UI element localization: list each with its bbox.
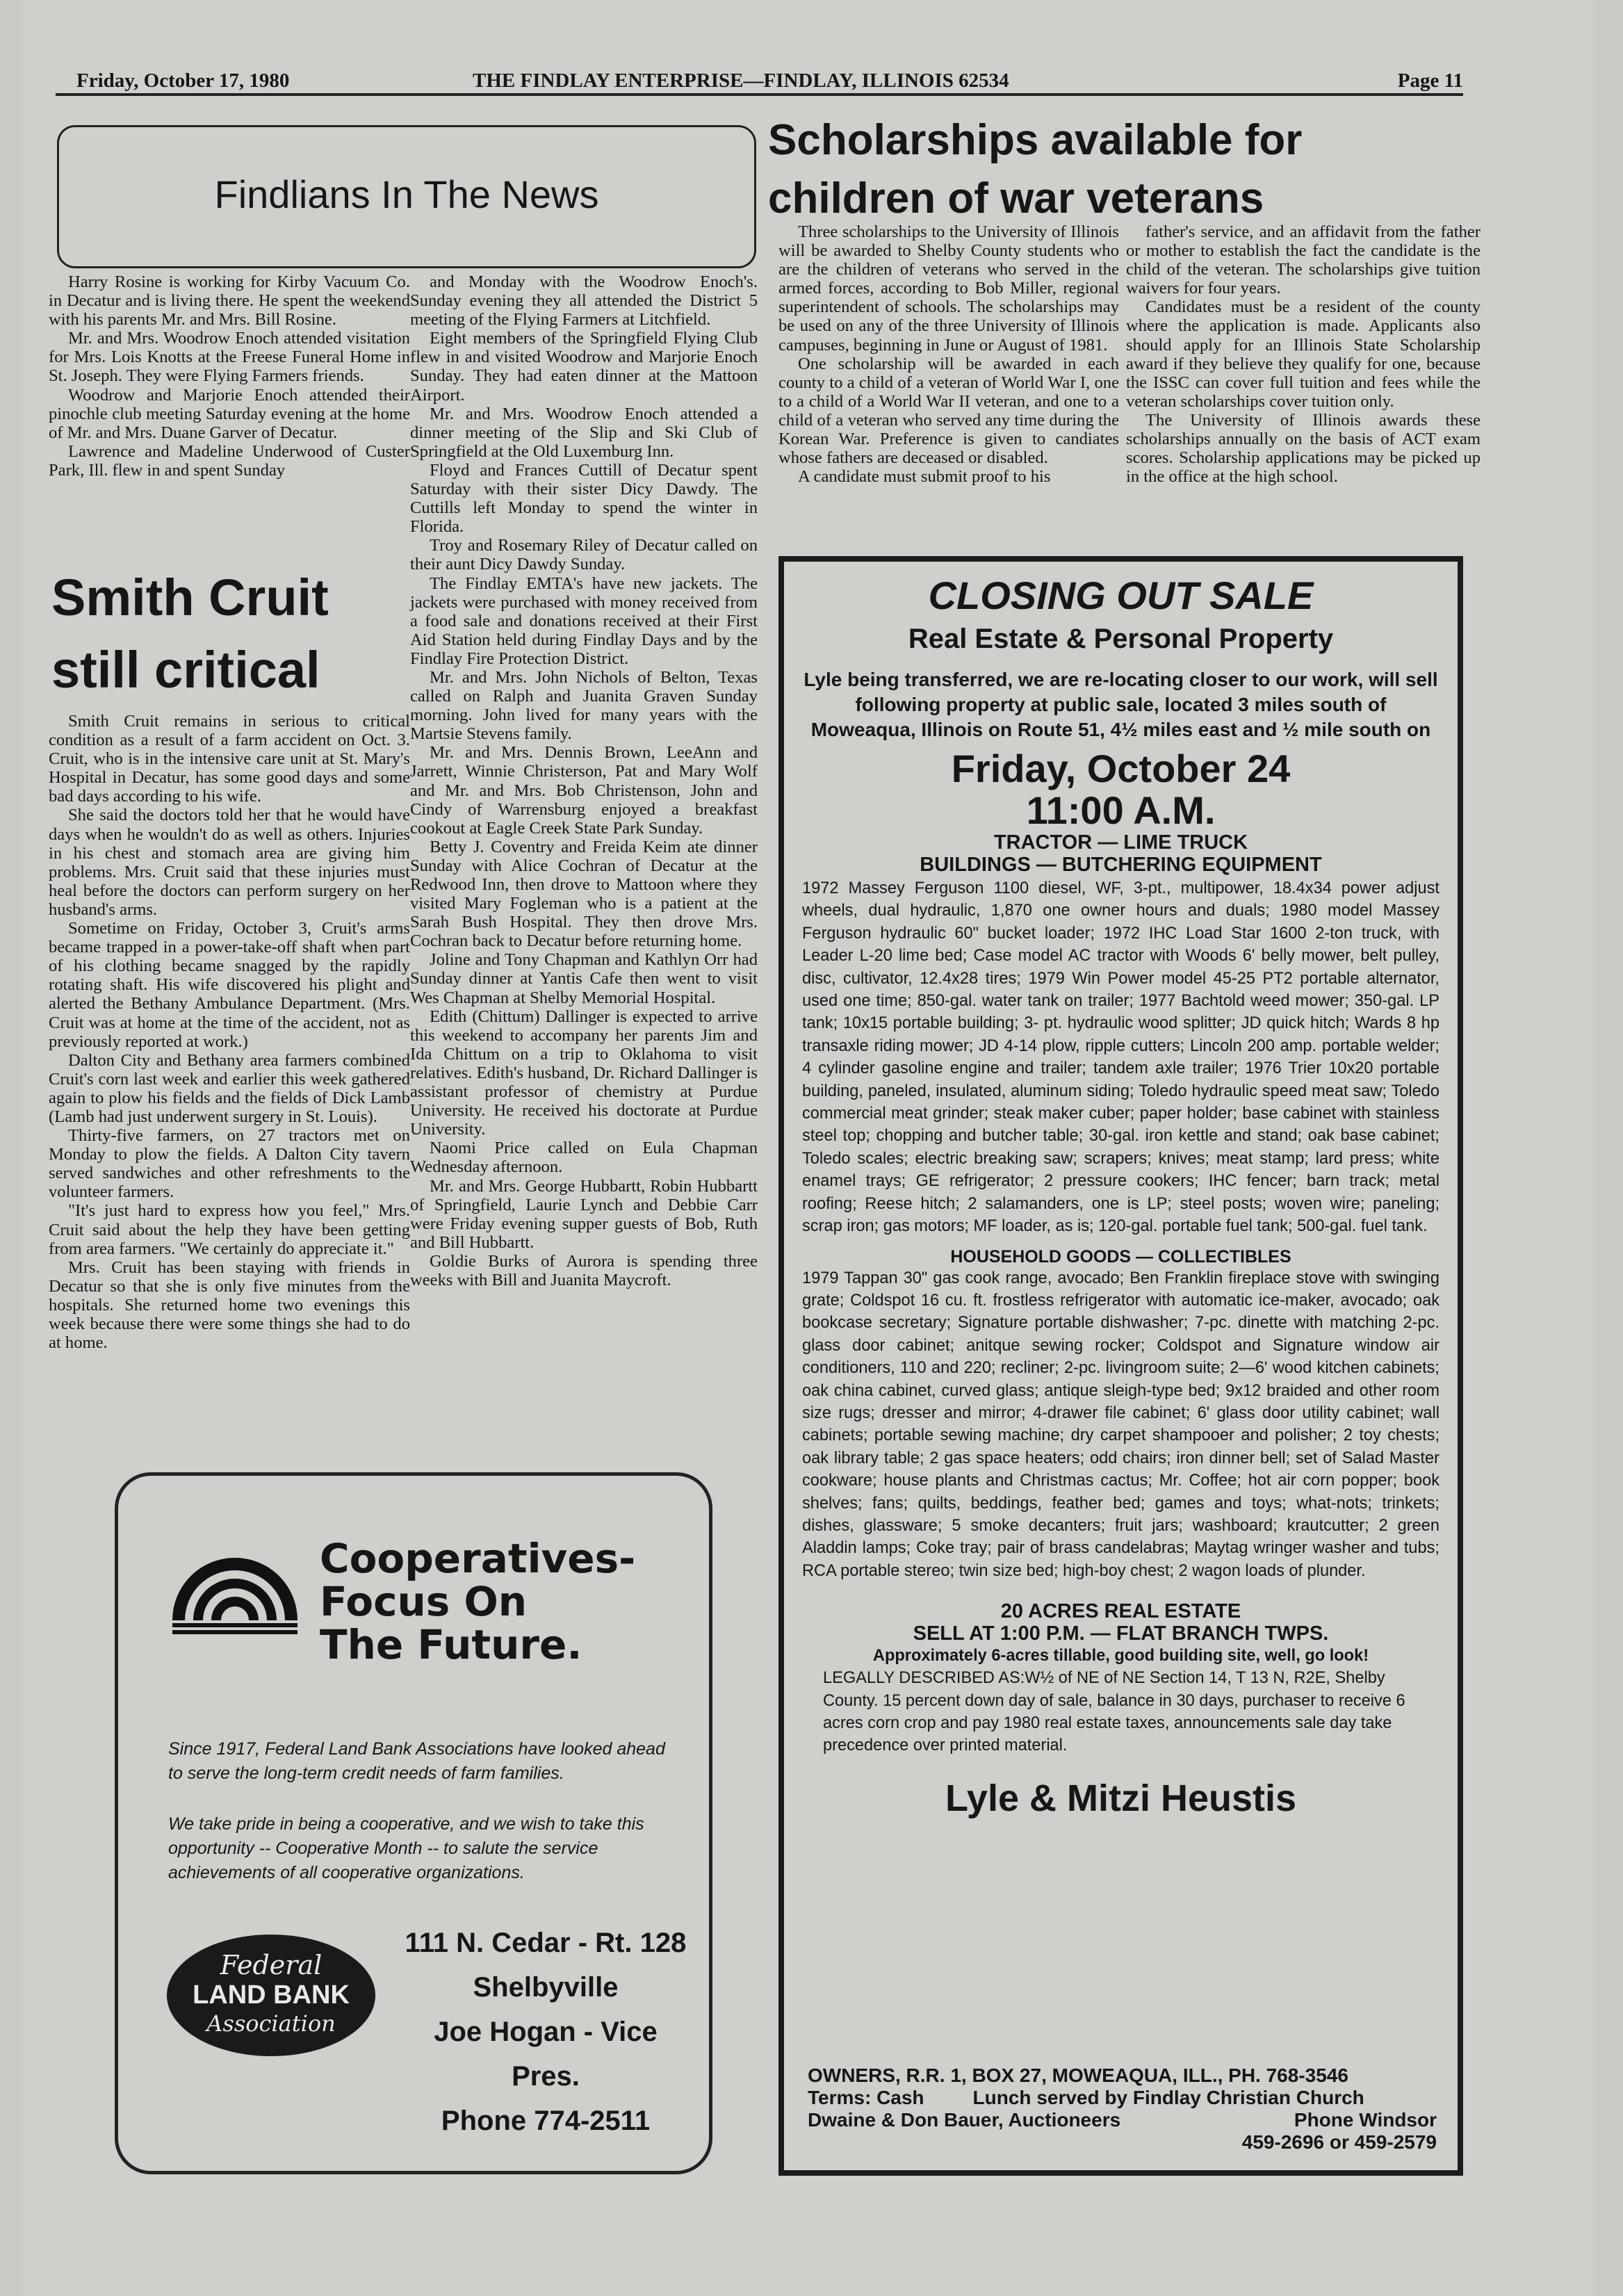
- news-paragraph: Troy and Rosemary Riley of Decatur called on their aunt Dicy Dawdy Sunday.: [410, 536, 758, 574]
- news-paragraph: Eight members of the Springfield Flying Club flew in and visited Woodrow and Marjorie Enoch Sunday. They had eaten dinner at the Mattoon Airport.: [410, 329, 758, 405]
- logo-federal: Federal: [220, 1950, 323, 1980]
- coop-slogan: [320, 1537, 635, 1666]
- scholarship-paragraph: A candidate must submit proof to his: [798, 467, 1051, 487]
- sale-heading-tractor: TRACTOR — LIME TRUCK: [993, 831, 1248, 854]
- sale-footer: [808, 2065, 1437, 2153]
- news-paragraph: and Monday with the Woodrow Enoch's. Sunday evening they all attended the District 5 meeting of the Flying Farmers at Litchfield.: [410, 272, 758, 329]
- land-bank-address: 111 N. Cedar - Rt. 128: [405, 1928, 687, 1958]
- scholarship-paragraph: The University of Illinois awards these scholarships annually on the basis of ACT exam scores. Scholarship applications may be picked up in the office at the high school.: [1126, 410, 1481, 487]
- sale-heading-household: HOUSEHOLD GOODS — COLLECTIBLES: [950, 1246, 1291, 1267]
- smith-paragraph: Sometime on Friday, October 3, Cruit's arms became trapped in a power-take-off shaft when part of his clothing became snagged by the rapidly rotating shaft. His wife discovered his plight and alerted the Bethany Ambulance Department. (Mrs. Cruit was at home at the time of the accident, not as previously reported at work.): [49, 919, 410, 1051]
- news-paragraph: Lawrence and Madeline Underwood of Custer Park, Ill. flew in and spent Sunday: [49, 441, 410, 480]
- news-paragraph: Harry Rosine is working for Kirby Vacuum Co. in Decatur and is living there. He spent the weekend with his parents Mr. and Mrs. Bill Rosine.: [49, 272, 410, 329]
- smith-article: [49, 712, 410, 1352]
- scholarship-paragraph: father's service, and an affidavit from the father or mother to establish the fact the candidate is the child of the veteran. The scholarships give tuition waivers for four years.: [1126, 222, 1481, 298]
- scholarship-paragraph: Three scholarships to the University of Illinois will be awarded to Shelby County students who are the children of veterans who served in the armed forces, according to Bob Miller, regional superintendent of schools. The scholarships may be used on any of the three University of Illinois campuses, beginning in June or August of 1981.: [778, 222, 1119, 355]
- closing-out-sale-ad: [778, 556, 1463, 2176]
- sale-heading-real-estate: 20 ACRES REAL ESTATE: [1000, 1600, 1241, 1623]
- header-page-number: Page 11: [1397, 70, 1463, 92]
- scholarship-headline-line1: Scholarships available for: [768, 116, 1303, 164]
- sale-equipment-list: 1972 Massey Ferguson 1100 diesel, WF, 3-pt., multipower, 18.4x34 power adjust wheels, dual hydraulic, 1,870 one owner hours and duals; 1980 model Massey Ferguson hydraulic 60" bucket loader; 1972 IHC Load Star 1600 2-ton truck, with Leader L-20 lime bed; Case model AC tractor with Woods 6' belly mower, belt pulley, disc, cultivator, 12.4x28 tires; 1979 Win Power model 45-25 PT2 portable alternator, used one time; 850-gal. water tank on trailer; 1977 Bachtold weed mower; 350-gal. LP tank; 10x15 portable building; 3- pt. hydraulic wood splitter; JD quick hitch; Wards 8 hp transaxle riding mower; JD 4-14 plow, ripple cutters; Lincoln 200 amp. portable welder; 4 cylinder gasoline engine and trailer; tandem axle trailer; 1976 Trier 10x20 portable building, paneled, insulated, aluminum siding; Toledo hydraulic speed meat saw; Toledo commercial meat grinder; steak maker cuber; paper holder; base cabinet with stainless steel top; chopping and butcher table; 30-gal. iron kettle and stand; oak base cabinet; Toledo scales; electric breaking saw; scrapers; knives; meat stamp; lard press; white enamel trays; GE refrigerator; 2 pressure cookers; IHC fencer; barn track; metal roofing; Reese hitch; 2 salamanders, one is LP; steel posts; woven wire; paneling; scrap iron; gas motors; MF loader, as is; 120-gal. portable fuel tank; 500-gal. fuel tank.: [802, 879, 1440, 1236]
- land-bank-ad: [115, 1472, 712, 2174]
- smith-paragraph: Mrs. Cruit has been staying with friends in Decatur so that she is only five minutes from the hospitals. She returned home two evenings this week because there were some things she had to do at home.: [49, 1257, 410, 1353]
- news-paragraph: Goldie Burks of Aurora is spending three weeks with Bill and Juanita Maycroft.: [410, 1251, 758, 1289]
- sale-intro: Lyle being transferred, we are re-locating closer to our work, will sell following property at public sale, located 3 miles south of Moweaqua, Illinois on Route 51, 4½ miles east and ½ mile south on: [804, 669, 1438, 740]
- scholarship-headline: [768, 111, 1435, 228]
- smith-paragraph: Thirty-five farmers, on 27 tractors met on Monday to plow the fields. A Dalton City tavern served sandwiches and other refreshments to the volunteer farmers.: [49, 1126, 410, 1202]
- logo-land-bank: LAND BANK: [193, 1980, 350, 2010]
- sale-real-estate-note: Approximately 6-acres tillable, good building site, well, go look!: [872, 1647, 1369, 1666]
- coop-slogan-line1: Cooperatives-: [320, 1535, 636, 1582]
- news-paragraph: Naomi Price called on Eula Chapman Wednesday afternoon.: [410, 1139, 758, 1177]
- scholarship-column-1: [778, 222, 1119, 486]
- news-title-box: [57, 125, 756, 268]
- smith-paragraph: She said the doctors told her that he would have days when he wouldn't do as well as others. Injuries in his chest and stomach area are giving him problems. Mrs. Cruit said that these injuries must heal before the doctors can perform surgery on her husband's arms.: [49, 806, 410, 919]
- logo-association: Association: [206, 2010, 336, 2037]
- sale-heading-sell-time: SELL AT 1:00 P.M. — FLAT BRANCH TWPS.: [913, 1622, 1329, 1645]
- news-paragraph: Woodrow and Marjorie Enoch attended their pinochle club meeting Saturday evening at the home of Mr. and Mrs. Duane Garver of Decatur.: [49, 385, 410, 442]
- sale-phone-numbers: 459-2696 or 459-2579: [1241, 2131, 1437, 2153]
- rainbow-logo-icon: [165, 1537, 304, 1634]
- land-bank-phone: Phone 774-2511: [441, 2106, 651, 2136]
- scholarship-column-2: [1126, 222, 1481, 486]
- land-bank-contact-person: Joe Hogan - Vice Pres.: [434, 2017, 658, 2092]
- sale-owner-address: OWNERS, R.R. 1, BOX 27, MOWEAQUA, ILL., PH. 768-3546: [808, 2065, 1348, 2086]
- coop-slogan-line3: The Future.: [320, 1621, 582, 1668]
- sale-terms: Terms: Cash: [808, 2087, 924, 2108]
- coop-text-1: Since 1917, Federal Land Bank Associations have looked ahead to serve the long-term credit needs of farm families.: [168, 1739, 665, 1783]
- coop-slogan-line2: Focus On: [320, 1578, 528, 1625]
- sale-phone-label: Phone Windsor: [1294, 2109, 1437, 2131]
- scholarship-headline-line2: children of war veterans: [768, 174, 1264, 222]
- sale-subtitle: Real Estate & Personal Property: [908, 624, 1334, 654]
- news-paragraph: Betty J. Coventry and Freida Keim ate dinner Sunday with Alice Cochran of Decatur at the Redwood Inn, then drove to Mattoon where they visited Mary Fogleman who is a patient at the Sarah Bush Hospital. They then drove Mrs. Cochran back to Decatur before returning home.: [410, 837, 758, 951]
- news-paragraph: Mr. and Mrs. Woodrow Enoch attended visitation for Mrs. Lois Knotts at the Freese Funeral Home in St. Joseph. They were Flying Farmers friends.: [49, 329, 410, 386]
- smith-headline-line2: still critical: [51, 641, 320, 699]
- news-paragraph: Edith (Chittum) Dallinger is expected to arrive this weekend to accompany her parents Jim and Ida Chittum on a trip to Oklahoma to visit relatives. Edith's husband, Dr. Richard Dallinger is assistant professor of chemistry at Purdue University. He received his doctorate at Purdue University.: [410, 1007, 758, 1139]
- news-title: Findlians In The News: [214, 172, 599, 216]
- smith-paragraph: Dalton City and Bethany area farmers combined Cruit's corn last week and earlier this week gathered again to plow his fields and the fields of Dick Lamb (Lamb had just underwent surgery in St. Louis).: [49, 1050, 410, 1126]
- news-paragraph: Floyd and Frances Cuttill of Decatur spent Saturday with their sister Dicy Dawdy. The Cuttills left Monday to spend the winter in Florida.: [410, 460, 758, 537]
- sale-heading-buildings: BUILDINGS — BUTCHERING EQUIPMENT: [920, 854, 1322, 876]
- land-bank-city: Shelbyville: [473, 1972, 619, 2003]
- news-column-1: [49, 272, 410, 480]
- sale-auctioneer-row: [808, 2109, 1437, 2131]
- news-paragraph: Joline and Tony Chapman and Kathlyn Orr had Sunday dinner at Yantis Cafe then went to visit Wes Chapman at Shelby Memorial Hospital.: [410, 950, 758, 1007]
- smith-headline: [51, 562, 413, 706]
- news-paragraph: Mr. and Mrs. Woodrow Enoch attended a dinner meeting of the Slip and Ski Club of Springfield at the Old Luxemburg Inn.: [410, 404, 758, 461]
- sale-title: CLOSING OUT SALE: [928, 573, 1314, 617]
- land-bank-contact: [396, 1921, 695, 2143]
- header-paper: THE FINDLAY ENTERPRISE—FINDLAY, ILLINOIS 62534: [473, 70, 1009, 92]
- page-header: [56, 67, 1463, 96]
- news-paragraph: Mr. and Mrs. Dennis Brown, LeeAnn and Jarrett, Winnie Christerson, Pat and Mary Wolf and Mr. and Mrs. Bob Christenson, John and Cindy of Warrensburg enjoyed a breakfast cookout at Eagle Creek State Park Sunday.: [410, 743, 758, 838]
- sale-terms-row: [808, 2087, 1437, 2109]
- sale-household-list: 1979 Tappan 30" gas cook range, avocado; Ben Franklin fireplace stove with swinging grate; Coldspot 16 cu. ft. frostless refrigerator with automatic ice-maker, avocado; oak bookcase secretary; Signature portable dishwasher; 7-pc. dinette with matching 2-pc. glass door cabinet; anitque sewing rocker; Coldspot and Signature window air conditioners, 110 and 220; recliner; 2-pc. livingroom suite; 2—6' wood kitchen cabinets; oak china cabinet, curved glass; antique sleigh-type bed; 9x12 braided and other room size rugs; dresser and mirror; 4-drawer file cabinet; 6' glass door utility cabinet; wall cabinets; portable sewing machine; dry carpet shampooer and polisher; 2 toy chests; oak library table; 2 gas space heaters; odd chairs; iron dinner bell; set of Salad Master cookware; house plants and Christmas cactus; Mr. Coffee; hot air corn popper; book shelves; fans; quilts, beddings, feather bed; games and toys; what-nots; trinkets; dishes, glassware; 5 smoke decanters; fruit jars; washboard; krautcutter; 2 green Aladdin lamps; Coke tray; pair of brass candelabras; Maytag wringer washer and tubs; RCA portable stereo; twin size bed; high-boy chest; 2 wagon loads of plunder.: [802, 1269, 1440, 1580]
- sale-owners-names: Lyle & Mitzi Heustis: [945, 1777, 1297, 1819]
- sale-time: 11:00 A.M.: [1026, 788, 1216, 832]
- sale-auctioneers: Dwaine & Don Bauer, Auctioneers: [808, 2109, 1121, 2131]
- sale-lunch: Lunch served by Findlay Christian Church: [972, 2087, 1364, 2108]
- coop-text-2: We take pride in being a cooperative, and we wish to take this opportunity -- Cooperative Month -- to salute the service achievements of all cooperative organizations.: [168, 1814, 644, 1882]
- scholarship-paragraph: One scholarship will be awarded in each county to a child of a veteran of World War I, one to a child of a World War II veteran, and one to a child of a veteran who served any time during the Korean War. Preference is given to candiates whose fathers are deceased or disabled.: [778, 354, 1119, 468]
- smith-paragraph: Smith Cruit remains in serious to critical condition as a result of a farm accident on Oct. 3. Cruit, who is in the intensive care unit at St. Mary's Hospital in Decatur, has some good days and some bad days according to his wife.: [49, 712, 410, 806]
- smith-headline-line1: Smith Cruit: [51, 569, 329, 626]
- sale-date: Friday, October 24: [951, 747, 1291, 790]
- sale-legal-description: LEGALLY DESCRIBED AS:W½ of NE of NE Section 14, T 13 N, R2E, Shelby County. 15 percent down day of sale, balance in 30 days, purchaser to receive 6 acres corn crop and pay 1980 real estate taxes, announcements sale day take precedence over printed material.: [823, 1669, 1405, 1755]
- news-paragraph: Mr. and Mrs. George Hubbartt, Robin Hubbartt of Springfield, Laurie Lynch and Debbie Carr were Friday evening supper guests of Bob, Ruth and Bill Hubbartt.: [410, 1176, 758, 1252]
- land-bank-logo: [167, 1935, 375, 2056]
- newspaper-page: [21, 0, 1595, 2296]
- news-paragraph: Mr. and Mrs. John Nichols of Belton, Texas called on Ralph and Juanita Graven Sunday morning. John lived for many years with the Martsie Stevens family.: [410, 667, 758, 744]
- scholarship-paragraph: Candidates must be a resident of the county where the application is made. Applicants also should apply for an Illinois State Scholarship award if they believe they qualify for one, because the ISSC can cover full tuition and fees while the veteran scholarships cover tuition only.: [1126, 298, 1481, 411]
- news-column-2: [410, 272, 758, 1289]
- smith-paragraph: "It's just hard to express how you feel," Mrs. Cruit said about the help they have been getting from area farmers. "We certainly do appreciate it.": [49, 1201, 410, 1258]
- news-paragraph: The Findlay EMTA's have new jackets. The jackets were purchased with money received from a food sale and donations received at their First Aid Station held during Findlay Days and by the Findlay Fire Protection District.: [410, 573, 758, 668]
- header-date: Friday, October 17, 1980: [76, 70, 290, 92]
